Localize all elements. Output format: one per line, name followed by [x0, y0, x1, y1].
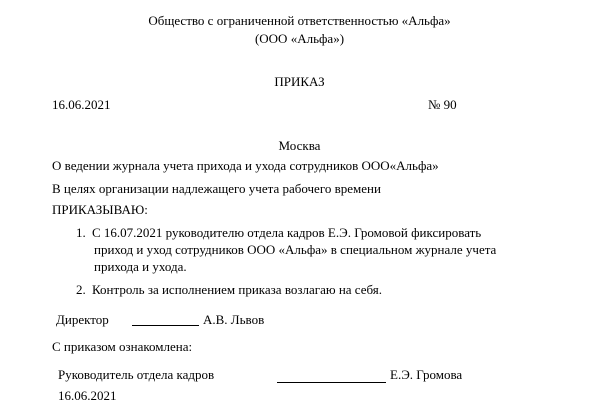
order-item-line: Контроль за исполнением приказа возлагаю на себя. [92, 282, 383, 297]
acknowledgement-label: С приказом ознакомлена: [52, 339, 193, 354]
acknowledgement-date: 16.06.2021 [58, 388, 117, 403]
acknowledgement-signature-line [277, 382, 386, 383]
director-name: А.В. Львов [203, 312, 265, 327]
organization-full-name: Общество с ограниченной ответственностью «Альфа» [148, 13, 451, 28]
order-title: ПРИКАЗ [274, 74, 325, 89]
order-item-number: 2. [76, 282, 86, 297]
order-city: Москва [278, 138, 321, 153]
director-title: Директор [56, 312, 109, 327]
acknowledgement-name: Е.Э. Громова [390, 367, 463, 382]
director-signature-line [132, 325, 199, 326]
order-directive-word: ПРИКАЗЫВАЮ: [52, 202, 148, 217]
order-subject: О ведении журнала учета прихода и ухода сотрудников ООО«Альфа» [52, 158, 439, 173]
order-date: 16.06.2021 [52, 97, 111, 112]
order-number: № 90 [428, 97, 457, 112]
order-item-line: прихода и ухода. [94, 259, 187, 274]
order-item-line: приход и уход сотрудников ООО «Альфа» в специальном журнале учета [94, 242, 497, 257]
order-purpose: В целях организации надлежащего учета рабочего времени [52, 181, 381, 196]
order-item-line: С 16.07.2021 руководителю отдела кадров Е.Э. Громовой фиксировать [92, 225, 482, 240]
order-item-number: 1. [76, 225, 86, 240]
organization-short-name: (ООО «Альфа») [254, 31, 345, 46]
acknowledgement-position: Руководитель отдела кадров [58, 367, 215, 382]
